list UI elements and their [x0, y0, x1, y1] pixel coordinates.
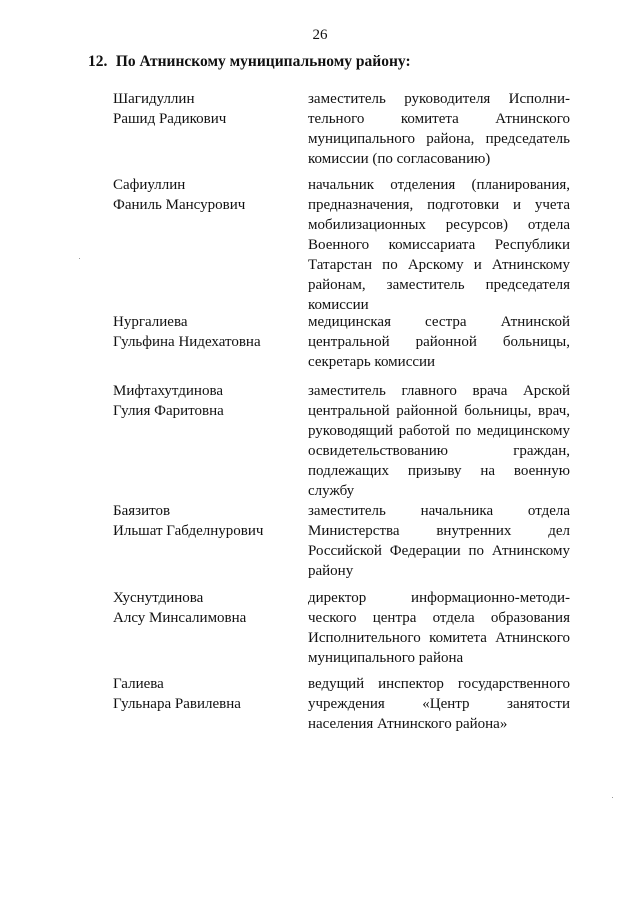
member-given-name: Гульфина Нидехатовна [113, 334, 261, 350]
member-surname: Сафиуллин [113, 177, 186, 193]
scan-speck [79, 258, 80, 259]
section-heading [88, 52, 411, 72]
member-name [113, 588, 298, 628]
member-name [113, 501, 298, 541]
member-role: заместитель начальника отдела Министерства внутренних дел Российской Федерации по Атнинскому району [308, 503, 570, 579]
member-surname: Мифтахутдинова [113, 383, 223, 399]
member-role: медицинская сестра Атнинской центральной районной больницы, секретарь комиссии [308, 314, 570, 370]
member-name [113, 175, 298, 215]
member-surname: Баязитов [113, 503, 171, 519]
member-surname: Галиева [113, 676, 164, 692]
section-title: По Атнинскому муниципальному району: [115, 53, 411, 70]
section-number: 12. [88, 53, 108, 70]
page-number: 26 [312, 27, 328, 43]
member-given-name: Ильшат Габделнурович [113, 523, 264, 539]
member-given-name: Рашид Радикович [113, 111, 227, 127]
member-name [113, 674, 298, 714]
member-surname: Хуснутдинова [113, 590, 204, 606]
member-role: начальник отделения (планирования, предназначения, подготовки и учета мобилизационных ресурсов) отдела Военного комиссариата Республики Татарстан по Арскому и Атнинскому районам, заместитель председателя комиссии [308, 177, 570, 313]
member-surname: Шагидуллин [113, 91, 195, 107]
member-name [113, 381, 298, 421]
scan-speck [612, 797, 613, 798]
member-given-name: Гулия Фаритовна [113, 403, 224, 419]
member-role: заместитель главного врача Арской центральной районной больницы, врач, руководящий работой по медицинскому освидетельствованию граждан, подлежащих призыву на военную службу [308, 383, 570, 499]
member-surname: Нургалиева [113, 314, 188, 330]
member-given-name: Фаниль Мансурович [113, 197, 246, 213]
member-given-name: Гульнара Равилевна [113, 696, 241, 712]
member-name [113, 312, 298, 352]
member-role: заместитель руководителя Исполнительного комитета Атнинского муниципального района, председатель комиссии (по согласованию) [308, 91, 570, 167]
member-role: ведущий инспектор государственного учреждения «Центр занятости населения Атнинского района» [308, 676, 570, 732]
member-role: директор информационно-методического центра отдела образования Исполнительного комитета Атнинского муниципального района [308, 590, 570, 666]
member-name [113, 89, 298, 129]
member-given-name: Алсу Минсалимовна [113, 610, 247, 626]
